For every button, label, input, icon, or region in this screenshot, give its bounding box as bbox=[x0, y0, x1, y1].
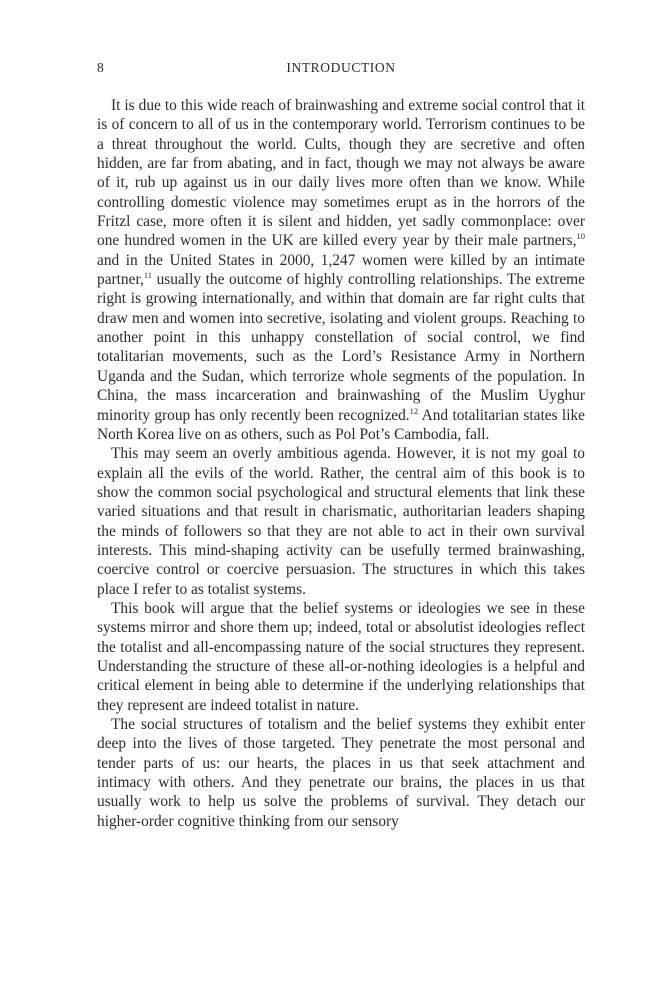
endnote-reference: 12 bbox=[409, 405, 419, 416]
paragraph-text: This may seem an overly ambitious agenda. However, it is not my goal to explain all the evils of the world. Rather, the central aim of this book is to show the common social psychological and structural elements that link these varied situations and that result in charismatic, authoritarian leaders shaping the minds of followers so that they are not able to act in their own survival interests. This mind-shaping activity can be usefully termed brainwashing, coercive control or coercive persuasion. The structures in which this takes place I refer to as totalist systems. bbox=[97, 445, 585, 598]
paragraph-text: usually the outcome of highly controlling relationships. The extreme right is growing internationally, and within that domain are far right cults that draw men and women into secretive, isolating and violent groups. Reaching to another point in this unhappy constellation of social control, we find totalitarian movements, such as the Lord’s Resistance Army in Northern Uganda and the Sudan, which terrorize whole segments of the population. In China, the mass incarceration and brainwashing of the Muslim Uyghur minority group has only recently been recognized. bbox=[97, 271, 585, 424]
running-header bbox=[97, 60, 585, 78]
running-title: INTRODUCTION bbox=[286, 60, 396, 75]
paragraph-text: It is due to this wide reach of brainwashing and extreme social control that it is of concern to all of us in the contemporary world. Terrorism continues to be a threat throughout the world. Cults, though they are secretive and often hidden, are far from abating, and in fact, though we may not always be aware of it, rub up against us in our daily lives more often than we know. While controlling domestic violence may sometimes erupt as in the horrors of the Fritzl case, more often it is silent and hidden, yet sadly commonplace: over one hundred women in the UK are killed every year by their male partners, bbox=[97, 97, 585, 250]
body-text bbox=[97, 96, 585, 831]
paragraph-3 bbox=[97, 599, 585, 715]
paragraph-1 bbox=[97, 96, 585, 444]
paragraph-4 bbox=[97, 715, 585, 831]
endnote-reference: 10 bbox=[576, 231, 585, 242]
page-number: 8 bbox=[97, 60, 105, 75]
paragraph-text: The social structures of totalism and the belief systems they exhibit enter deep into the lives of those targeted. They penetrate the most personal and tender parts of us: our hearts, the places in us that seek attachment and intimacy with others. And they penetrate our brains, the places in us that usually work to help us solve the problems of survival. They detach our higher-order cognitive thinking from our sensory bbox=[97, 716, 585, 830]
paragraph-text: This book will argue that the belief systems or ideologies we see in these systems mirror and shore them up; indeed, total or absolutist ideologies reflect the totalist and all-encompassing nature of the social structures they represent. Understanding the structure of these all-or-nothing ideologies is a helpful and critical element in being able to determine if the underlying relationships that they represent are indeed totalist in nature. bbox=[97, 599, 585, 714]
paragraph-text: And totalitarian states like North Korea live on as others, such as Pol Pot’s Cambodia, fall. bbox=[97, 406, 586, 443]
paragraph-text: and in the United States in 2000, 1,247 women were killed by an intimate partner, bbox=[97, 251, 585, 289]
paragraph-2 bbox=[97, 444, 585, 599]
endnote-reference: 11 bbox=[143, 269, 152, 280]
